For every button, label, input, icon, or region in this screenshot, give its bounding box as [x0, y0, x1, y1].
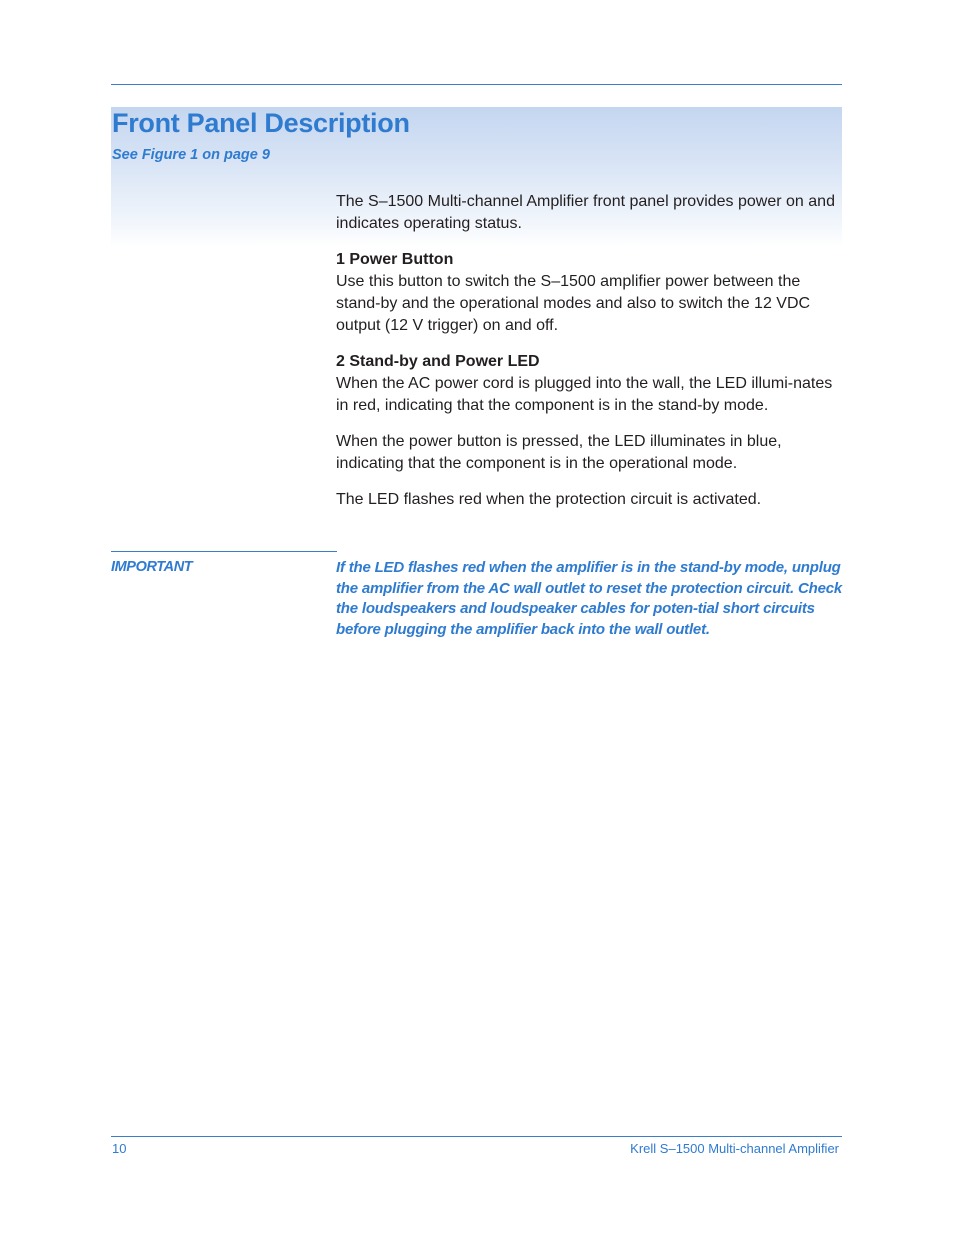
- page-number: 10: [112, 1141, 127, 1156]
- important-label: IMPORTANT: [111, 559, 193, 575]
- page-title: Front Panel Description: [112, 108, 410, 138]
- item-power-button: [336, 249, 842, 337]
- item-text-power-button: Use this button to switch the S–1500 amplifier power between the stand-by and the operational modes and also to switch the 12 VDC output (12 V trigger) on and off.: [336, 273, 811, 334]
- led-blue-paragraph: When the power button is pressed, the LED illuminates in blue, indicating that the component is in the operational mode.: [336, 433, 782, 472]
- figure-reference-link[interactable]: See Figure 1 on page 9: [112, 147, 270, 163]
- item-standby-led: [336, 351, 842, 417]
- item-text-standby-led: When the AC power cord is plugged into the wall, the LED illumi-nates in red, indicating that the component is in the stand-by mode.: [336, 375, 833, 414]
- led-flash-paragraph: The LED flashes red when the protection circuit is activated.: [336, 491, 762, 508]
- item-heading-power-button: 1 Power Button: [336, 251, 454, 268]
- bottom-rule: [111, 1136, 842, 1137]
- body-column: [336, 191, 842, 525]
- intro-paragraph: The S–1500 Multi-channel Amplifier front panel provides power on and indicates operating status.: [336, 193, 835, 232]
- item-heading-standby-led: 2 Stand-by and Power LED: [336, 353, 540, 370]
- important-rule: [111, 551, 337, 552]
- running-footer: Krell S–1500 Multi-channel Amplifier: [630, 1141, 839, 1156]
- important-text: If the LED flashes red when the amplifier is in the stand-by mode, unplug the amplifier from the AC wall outlet to reset the protection circuit. Check the loudspeakers and loudspeaker cables for poten-tial short circuits before plugging the amplifier back into the wall outlet.: [336, 559, 842, 638]
- top-rule: [111, 84, 842, 85]
